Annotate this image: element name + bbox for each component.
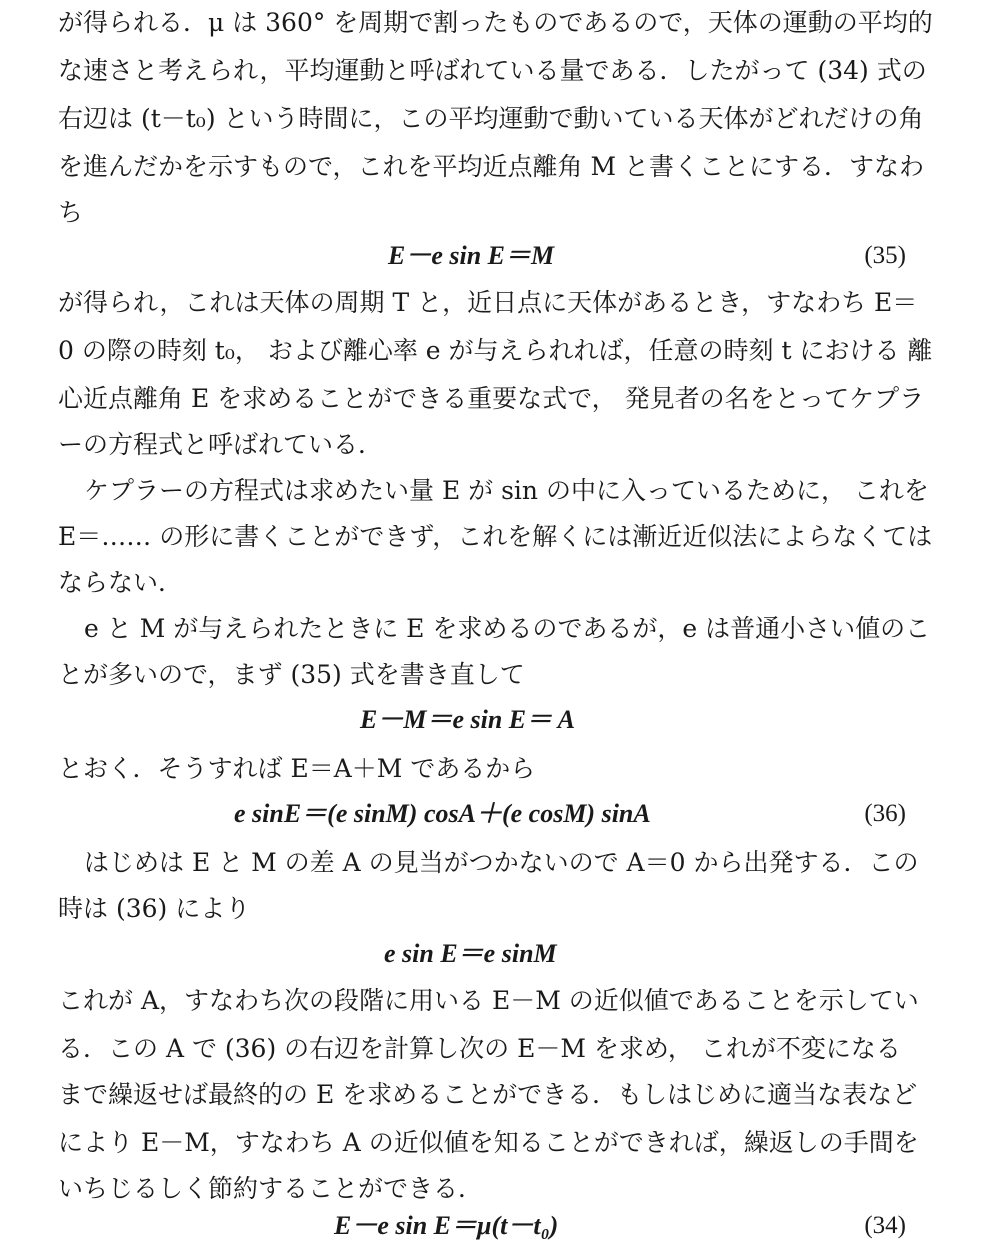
equation-number: (34) bbox=[864, 1212, 906, 1239]
equation-34 bbox=[58, 1210, 936, 1242]
text-line: を進んだかを示すもので，これを平均近点離角 M と書くことにする．すなわ bbox=[58, 152, 924, 181]
text-line: が得られ，これは天体の周期 T と，近日点に天体があるとき，すなわち E＝ bbox=[58, 288, 918, 317]
text-line: とおく．そうすれば E＝A＋M であるから bbox=[58, 754, 536, 783]
equation-35 bbox=[58, 240, 936, 272]
text-line: はじめは E と M の差 A の見当がつかないので A＝0 から出発する．この bbox=[84, 848, 919, 877]
text-line: これが A，すなわち次の段階に用いる E－M の近似値であることを示してい bbox=[58, 986, 919, 1015]
equation-36 bbox=[58, 798, 936, 830]
text-line: ち bbox=[58, 198, 84, 227]
text-line: いちじるしく節約することができる． bbox=[58, 1174, 484, 1203]
text-line: が得られる．μ は 360° を周期で割ったものであるので，天体の運動の平均的 bbox=[58, 8, 933, 37]
equation-formula: E－e sin E＝M bbox=[388, 241, 555, 270]
equation-A bbox=[58, 704, 936, 736]
equation-formula: e sin E＝e sinM bbox=[384, 939, 557, 968]
text-line: により E－M，すなわち A の近似値を知ることができれば，繰返しの手間を bbox=[58, 1128, 919, 1157]
text-line: とが多いので，まず (35) 式を書き直して bbox=[58, 660, 525, 689]
equation-number: (36) bbox=[864, 800, 906, 827]
text-line: まで繰返せば最終的の E を求めることができる．もしはじめに適当な表など bbox=[58, 1080, 918, 1109]
text-line: 心近点離角 E を求めることができる重要な式で， 発見者の名をとってケプラ bbox=[58, 384, 925, 413]
equation-number: (35) bbox=[864, 242, 906, 269]
text-line: E＝…… の形に書くことができず，これを解くには漸近近似法によらなくては bbox=[58, 522, 933, 551]
text-line: e と M が与えられたときに E を求めるのであるが，e は普通小さい値のこ bbox=[84, 614, 931, 643]
text-line: 0 の際の時刻 t₀， および離心率 e が与えられれば，任意の時刻 t における 離 bbox=[58, 336, 933, 365]
text-line: ケプラーの方程式は求めたい量 E が sin の中に入っているために， これを bbox=[84, 476, 929, 505]
equation-formula: E－e sin E＝μ(t－t₀) bbox=[334, 1211, 559, 1240]
text-line: ーの方程式と呼ばれている． bbox=[58, 430, 384, 459]
text-line: な速さと考えられ，平均運動と呼ばれている量である．したがって (34) 式の bbox=[58, 56, 927, 85]
equation-formula: E－M＝e sin E＝ A bbox=[360, 705, 576, 734]
text-line: 時は (36) により bbox=[58, 894, 251, 923]
equation-start bbox=[58, 938, 936, 970]
text-line: ならない． bbox=[58, 568, 184, 597]
text-line: る．この A で (36) の右辺を計算し次の E－M を求め， これが不変になる bbox=[58, 1034, 901, 1063]
text-line: 右辺は (t－t₀) という時間に，この平均運動で動いている天体がどれだけの角 bbox=[58, 104, 924, 133]
equation-formula: e sinE＝(e sinM) cosA＋(e cosM) sinA bbox=[234, 799, 651, 828]
